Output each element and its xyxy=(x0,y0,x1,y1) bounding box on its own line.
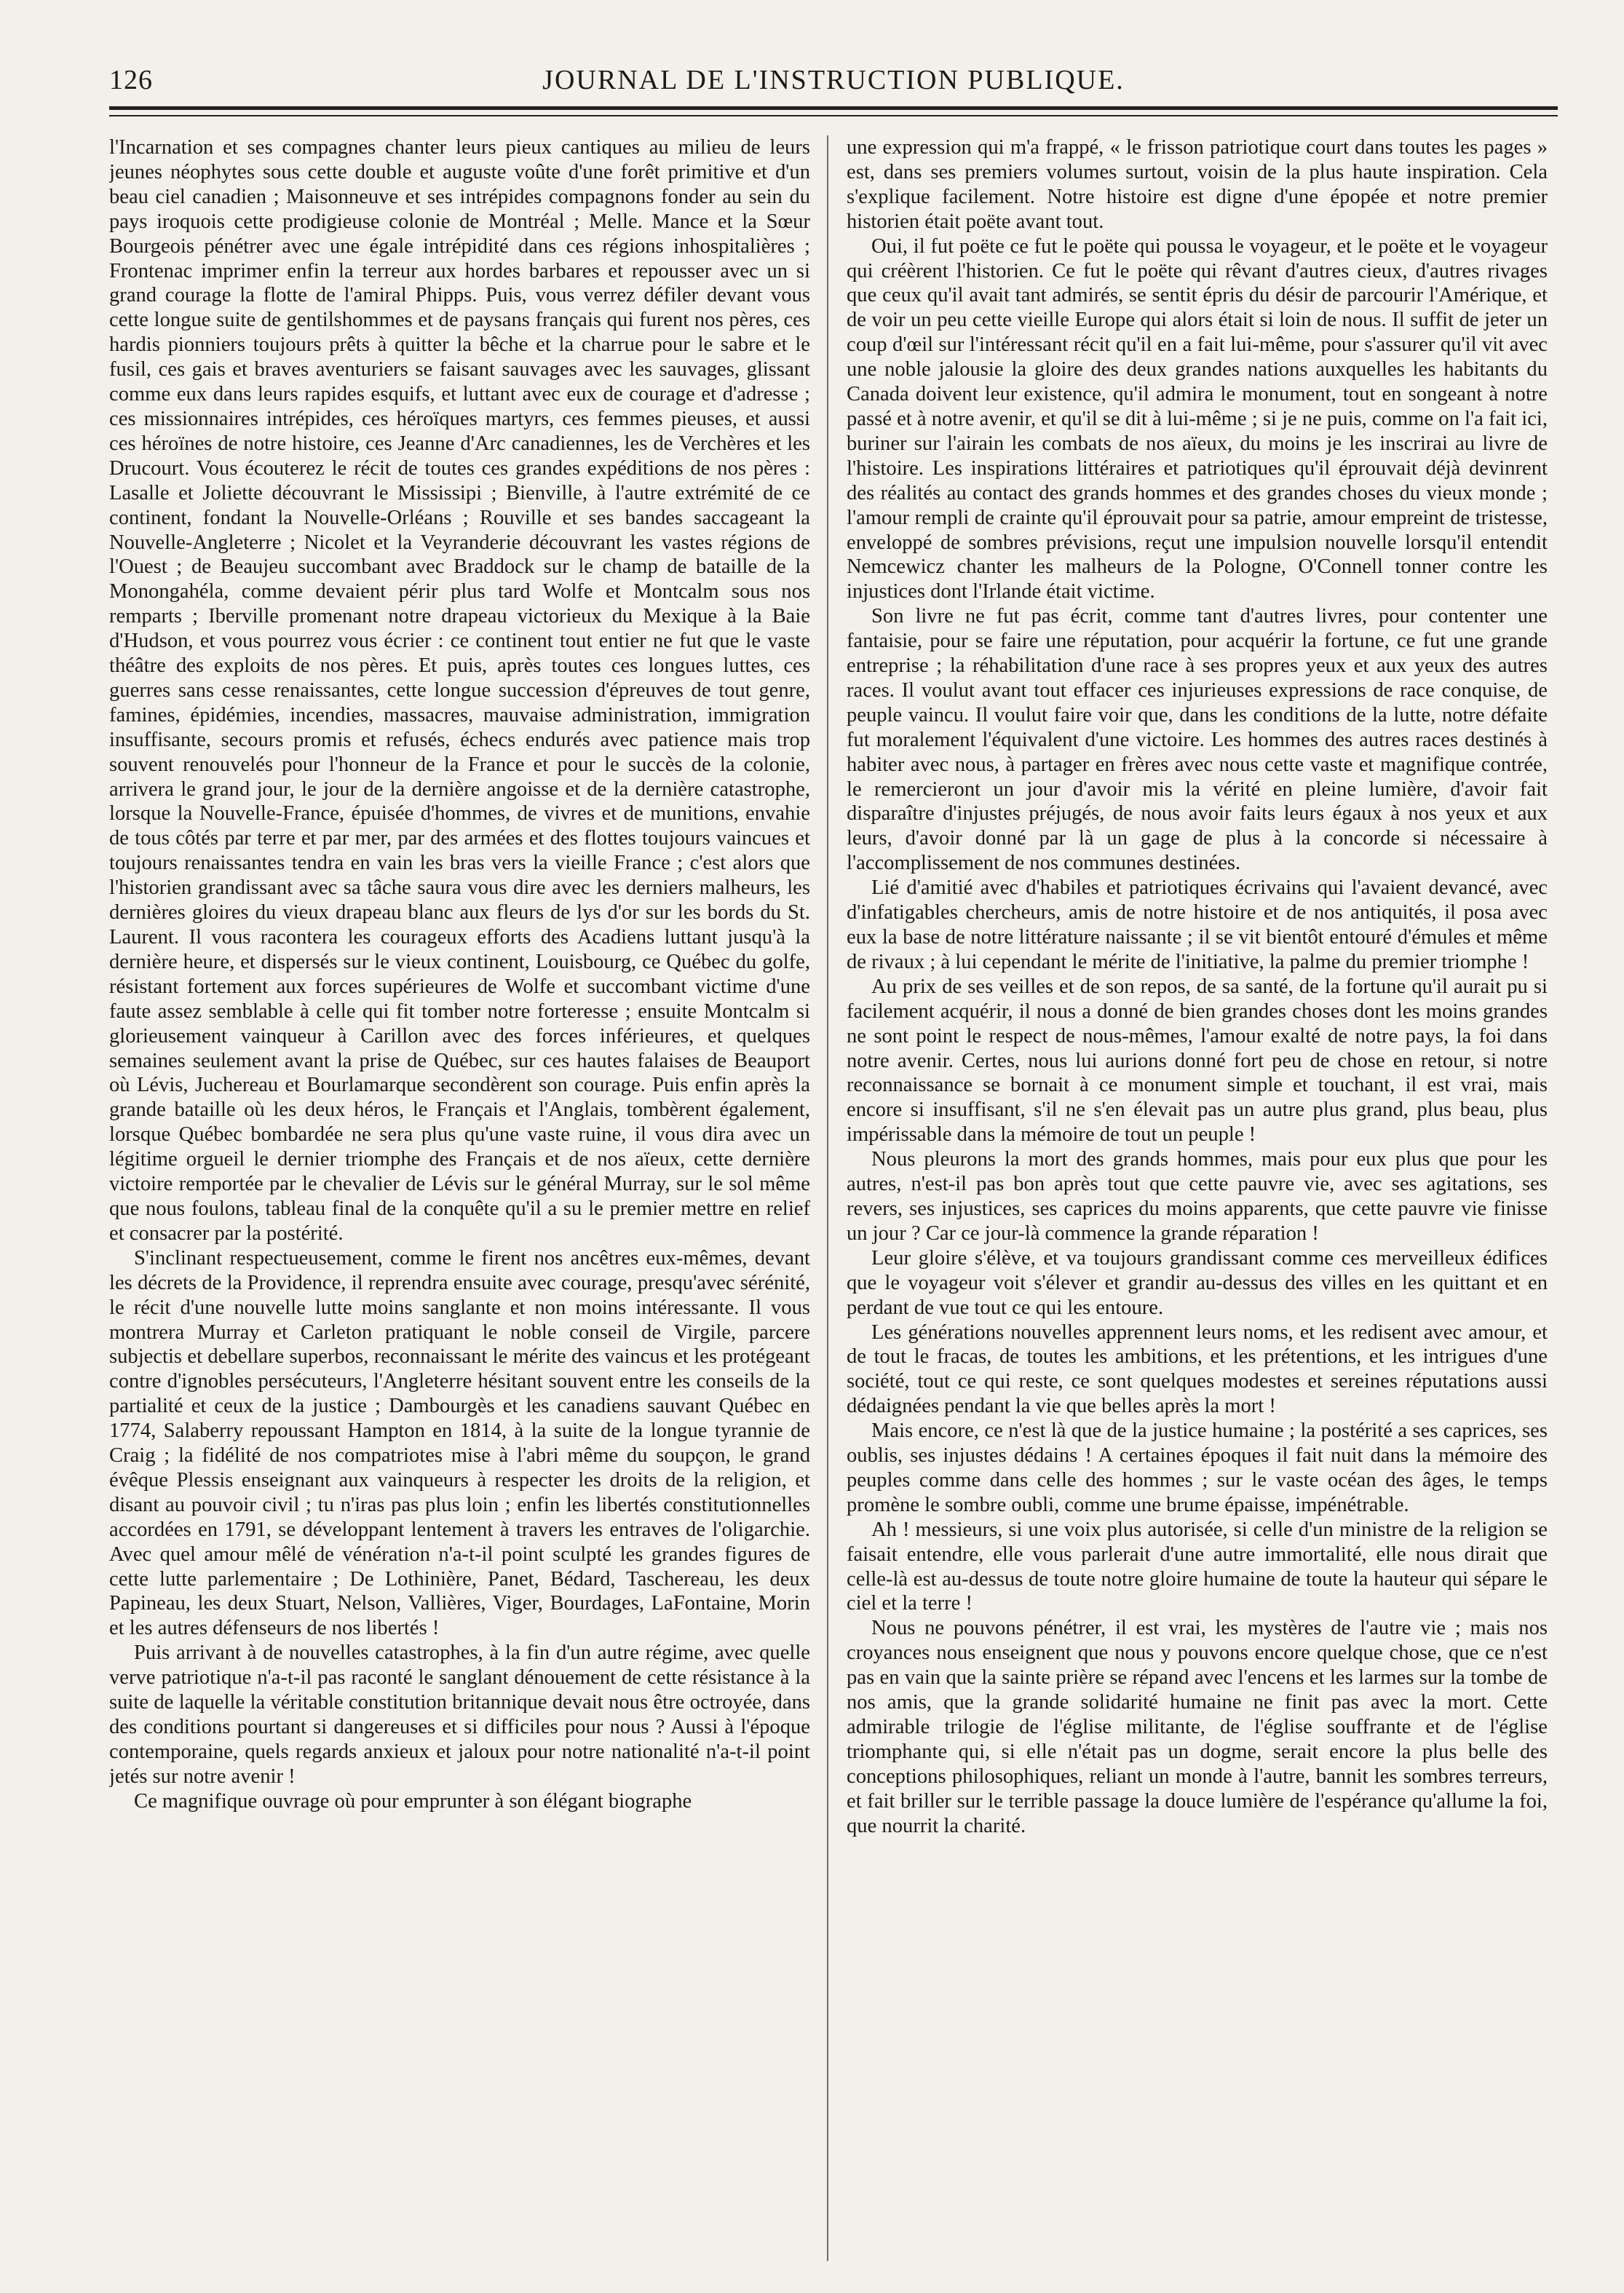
paragraph: S'inclinant respectueusement, comme le firent nos ancêtres eux-mêmes, devant les décrets de la Providence, il reprendra ensuite avec courage, presqu'avec sérénité, le récit d'une nouvelle lutte moins sanglante et non moins intéressante. Il vous montrera Murray et Carleton pratiquant le noble conseil de Virgile, parcere subjectis et debellare superbos, reconnaissant le mérite des vaincus et les protégeant contre d'ignobles persécuteurs, l'Angleterre hésitant souvent entre les conseils de la partialité et ceux de la justice ; Dambourgès et les canadiens sauvant Québec en 1774, Salaberry repoussant Hampton en 1814, à la suite de la longue tyrannie de Craig ; la fidélité de nos compatriotes mise à l'abri même du soupçon, le grand évêque Plessis enseignant aux vainqueurs à respecter les droits de la religion, et disant au pouvoir civil ; tu n'iras pas plus loin ; enfin les libertés constitutionnelles accordées en 1791, se développant lentement à travers les entraves de l'oligarchie. Avec quel amour mêlé de vénération n'a-t-il point sculpté les grandes figures de cette lutte parlementaire ; De Lothinière, Panet, Bédard, Taschereau, les deux Papineau, les deux Stuart, Nelson, Vallières, Viger, Bourdages, LaFontaine, Morin et les autres défenseurs de nos libertés ! xyxy=(109,1246,810,1640)
paragraph: Ah ! messieurs, si une voix plus autorisée, si celle d'un ministre de la religion se faisait entendre, elle vous parlerait d'une autre immortalité, elle nous dirait que celle-là est au-dessus de toute notre gloire humaine de toute la hauteur qui sépare le ciel et la terre ! xyxy=(847,1518,1548,1615)
paragraph: une expression qui m'a frappé, « le frisson patriotique court dans toutes les pages » est, dans ses premiers volumes surtout, voisin de la plus haute inspiration. Cela s'explique facilement. Notre histoire est digne d'une épopée et notre premier historien était poëte avant tout. xyxy=(847,136,1548,233)
paragraph: Mais encore, ce n'est là que de la justice humaine ; la postérité a ses caprices, ses oublis, ses injustes dédains ! A certaines époques il fait nuit dans la mémoire des peuples comme dans celle des hommes ; sur le vaste océan des âges, le temps promène le sombre oubli, comme une brume épaisse, impénétrable. xyxy=(847,1419,1548,1516)
header-rule-thick xyxy=(109,106,1558,110)
paragraph: Ce magnifique ouvrage où pour emprunter à son élégant biographe xyxy=(134,1789,692,1813)
paragraph: Lié d'amitié avec d'habiles et patriotiques écrivains qui l'avaient devancé, avec d'infatigables chercheurs, amis de notre histoire et de nos antiquités, il posa avec eux la base de notre littérature naissante ; il se vit bientôt entouré d'émules et même de rivaux ; à lui cependant le mérite de l'initiative, la palme du premier triomphe ! xyxy=(847,876,1548,973)
paragraph: Son livre ne fut pas écrit, comme tant d'autres livres, pour contenter une fantaisie, pour se faire une réputation, pour acquérir la fortune, ce fut une grande entreprise ; la réhabilitation d'une race à ses propres yeux et aux yeux des autres races. Il voulut avant tout effacer ces injurieuses expressions de race conquise, de peuple vaincu. Il voulut faire voir que, dans les conditions de la lutte, notre défaite fut moralement l'équivalent d'une victoire. Les hommes des autres races destinés à habiter avec nous, à partager en frères avec nous cette vaste et magnifique contrée, le remercieront un jour d'avoir mis la vérité en pleine lumière, d'avoir fait disparaître d'injustes préjugés, de nous avoir faits leurs égaux à nos yeux et aux leurs, d'avoir donné par là un gage de plus à la concorde si nécessaire à l'accomplissement de nos communes destinées. xyxy=(847,605,1548,875)
paragraph: Puis arrivant à de nouvelles catastrophes, à la fin d'un autre régime, avec quelle verve patriotique n'a-t-il pas raconté le sanglant dénouement de cette résistance à la suite de laquelle la véritable constitution britannique devait nous être octroyée, dans des conditions pourtant si dangereuses et si difficiles pour nous ? Aussi à l'époque contemporaine, quels regards anxieux et jaloux pour notre nationalité n'a-t-il point jetés sur notre avenir ! xyxy=(109,1641,810,1788)
left-column xyxy=(109,135,810,2268)
paragraph: Nous pleurons la mort des grands hommes, mais pour eux plus que pour les autres, n'est-il pas bon après tout que cette pauvre vie, avec ses agitations, ses revers, ses injustices, ses caprices du moins apparents, que cette pauvre vie finisse un jour ? Car ce jour-là commence la grande réparation ! xyxy=(847,1148,1548,1245)
paragraph: Oui, il fut poëte ce fut le poëte qui poussa le voyageur, et le poëte et le voyageur qui créèrent l'historien. Ce fut le poëte qui rêvant d'autres cieux, d'autres rivages que ceux qu'il avait tant admirés, se sentit épris du désir de parcourir l'Amérique, et de voir un peu cette vieille Europe qui alors était si loin de nous. Il suffit de jeter un coup d'œil sur l'intéressant récit qu'il en a fait lui-même, pour s'assurer qu'il vit avec une noble jalousie la gloire des deux grandes nations auxquelles les habitants du Canada doivent leur existence, qu'il admira le monument, tout en songeant à notre passé et à notre avenir, et qu'il se dit à lui-même ; si je ne puis, comme on l'a fait ici, buriner sur l'airain les combats de nos aïeux, du moins je les inscrirai au livre de l'histoire. Les inspirations littéraires et patriotiques qu'il éprouvait déjà devinrent des réalités au contact des grands hommes et des grandes choses du vieux monde ; l'amour rempli de crainte qu'il éprouvait pour sa patrie, amour empreint de tristesse, enveloppé de sombres prévisions, reçut une impulsion nouvelle lorsqu'il entendit Nemcewicz chanter les malheurs de la Pologne, O'Connell tonner contre les injustices dont l'Irlande était victime. xyxy=(847,234,1548,603)
paragraph: Leur gloire s'élève, et va toujours grandissant comme ces merveilleux édifices que le voyageur voit s'élever et grandir au-dessus des villes en les quittant et en perdant de vue tout ce qui les entoure. xyxy=(847,1246,1548,1319)
right-column xyxy=(847,135,1548,2268)
running-title: JOURNAL DE L'INSTRUCTION PUBLIQUE. xyxy=(542,65,1125,95)
header-rule-thin xyxy=(109,115,1558,116)
paragraph: Nous ne pouvons pénétrer, il est vrai, les mystères de l'autre vie ; mais nos croyances nous enseignent que nous y pouvons encore quelque chose, que ce n'est pas en vain que la sainte prière se répand avec l'encens et les larmes sur la tombe de nos amis, que la grande solidarité humaine ne finit pas avec la mort. Cette admirable trilogie de l'église militante, de l'église souffrante et de l'église triomphante qui, si elle n'était pas un dogme, serait encore la plus belle des conceptions philosophiques, reliant un monde à l'autre, bannit les sombres terreurs, et fait briller sur le terrible passage la douce lumière de l'espérance qu'allume la foi, que nourrit la charité. xyxy=(847,1617,1548,1837)
paragraph: Les générations nouvelles apprennent leurs noms, et les redisent avec amour, et de tout le fracas, de toutes les ambitions, et les prétentions, et les intrigues d'une société, tout ce qui reste, ce sont quelques modestes et sereines réputations aussi dédaignées pendant la vie que belles après la mort ! xyxy=(847,1320,1548,1418)
page-number: 126 xyxy=(109,65,153,95)
page-header xyxy=(109,60,1558,103)
paragraph: l'Incarnation et ses compagnes chanter leurs pieux cantiques au milieu de leurs jeunes néophytes sous cette double et auguste voûte d'une forêt primitive et d'un beau ciel canadien ; Maisonneuve et ses intrépides compagnons fonder au sein du pays iroquois cette prodigieuse colonie de Montréal ; Melle. Mance et la Sœur Bourgeois pénétrer avec une égale intrépidité dans ces régions inhospitalières ; Frontenac imprimer enfin la terreur aux hordes barbares et repousser avec un si grand courage la flotte de l'amiral Phipps. Puis, vous verrez défiler devant vous cette longue suite de gentilshommes et de paysans français qui furent nos pères, ces hardis pionniers toujours prêts à quitter la bêche et la charrue pour le sabre et le fusil, ces gais et braves aventuriers se faisant sauvages avec les sauvages, glissant comme eux dans leurs rapides esquifs, et luttant avec eux de courage et d'adresse ; ces missionnaires intrépides, ces héroïques martyrs, ces femmes pieuses, et aussi ces héroïnes de notre histoire, ces Jeanne d'Arc canadiennes, les de Verchères et les Drucourt. Vous écouterez le récit de toutes ces grandes expéditions de nos pères : Lasalle et Joliette découvrant le Mississipi ; Bienville, à l'autre extrémité de ce continent, fondant la Nouvelle-Orléans ; Rouville et ses bandes saccageant la Nouvelle-Angleterre ; Nicolet et la Veyranderie découvrant les vastes régions de l'Ouest ; de Beaujeu succombant avec Braddock sur le champ de bataille de la Monongahéla, comme devaient périr plus tard Wolfe et Montcalm sous nos remparts ; Iberville promenant notre drapeau victorieux du Mexique à la Baie d'Hudson, et vous pourrez vous écrier : ce continent tout entier ne fut que le vaste théâtre des exploits de nos pères. Et puis, après toutes ces longues luttes, ces guerres sans cesse renaissantes, cette longue succession d'épreuves de tout genre, famines, épidémies, incendies, massacres, mauvaise administration, immigration insuffisante, secours promis et refusés, échecs endurés avec patience mais trop souvent renouvelés pour l'honneur de la France et pour le succès de la colonie, arrivera le grand jour, le jour de la dernière angoisse et de la dernière catastrophe, lorsque la Nouvelle-France, épuisée d'hommes, de vivres et de munitions, envahie de tous côtés par terre et par mer, par des armées et des flottes toujours vaincues et toujours renaissantes tendra en vain les bras vers la vieille France ; c'est alors que l'historien grandissant avec sa tâche saura vous dire avec les derniers malheurs, les dernières gloires du vieux drapeau blanc aux fleurs de lys d'or sur les bords du St. Laurent. Il vous racontera les courageux efforts des Acadiens luttant jusqu'à la dernière heure, et dispersés sur le vieux continent, Louisbourg, ce Québec du golfe, résistant fortement aux forces supérieures de Wolfe et succombant victime d'une faute assez semblable à celle qui fit tomber notre forteresse ; ensuite Montcalm si glorieusement vainqueur à Carillon avec des forces inférieures, et quelques semaines seulement avant la prise de Québec, sur ces hautes falaises de Beauport où Lévis, Juchereau et Bourlamarque secondèrent son courage. Puis enfin après la grande bataille où les deux héros, le Français et l'Anglais, tombèrent également, lorsque Québec bombardée ne sera plus qu'une vaste ruine, il vous dira avec un légitime orgueil le dernier triomphe des Français et de nos aïeux, cette dernière victoire remportée par le chevalier de Lévis sur le général Murray, sur le sol même que nous foulons, tableau final de la conquête qu'il a su le premier mettre en relief et consacrer par la postérité. xyxy=(109,136,810,1245)
paragraph: Au prix de ses veilles et de son repos, de sa santé, de la fortune qu'il aurait pu si facilement acquérir, il nous a donné de bien grandes choses dont les moins grandes ne sont point le respect de nous-mêmes, l'amour exalté de notre pays, la foi dans notre avenir. Certes, nous lui aurions donné fort peu de chose en retour, si notre reconnaissance se bornait à ce monument simple et touchant, il est vrai, mais encore si insuffisant, s'il ne s'en élevait pas un autre plus grand, plus beau, plus impérissable dans la mémoire de tout un peuple ! xyxy=(847,975,1548,1146)
column-divider xyxy=(827,135,828,2261)
